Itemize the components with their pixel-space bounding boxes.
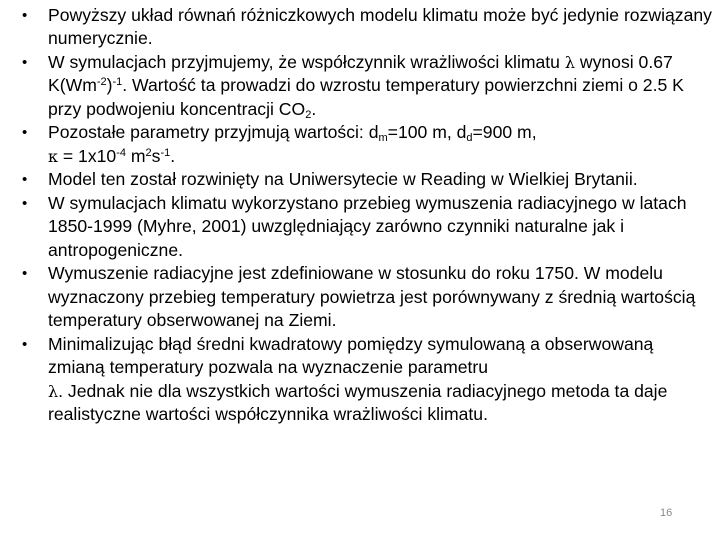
item-text-part: Minimalizując błąd średni kwadratowy pomiędzy symulowaną a obserwowaną zmianą temperatury pozwala na wyznaczenie parametru: [48, 333, 654, 378]
item-text-part: . Jednak nie dla wszystkich wartości wymuszenia radiacyjnego metoda ta daje realistyczne wartości współczynnika wrażliwości klimatu.: [48, 380, 668, 425]
item-text-part: W symulacjach przyjmujemy, że współczynnik wrażliwości klimatu: [48, 52, 565, 72]
bullet-item-numerical-solution: [22, 4, 712, 51]
item-text-part: .: [311, 98, 317, 119]
bullet-icon: •: [22, 124, 28, 142]
item-text-part: ): [106, 75, 113, 96]
item-text-part: Pozostałe parametry przyjmują wartości: d: [48, 122, 379, 143]
subscript: m: [378, 132, 388, 145]
item-text-part: s: [151, 145, 161, 166]
superscript: 2: [145, 146, 152, 159]
item-text-part: =900 m,: [472, 122, 537, 143]
bullet-icon: •: [22, 171, 28, 189]
lambda-symbol: λ: [48, 381, 59, 401]
subscript: d: [466, 132, 473, 145]
bullet-item-lambda-value: [22, 51, 712, 121]
item-text-part: =100 m, d: [387, 122, 467, 143]
kappa-symbol: κ: [48, 146, 58, 166]
superscript: -2: [96, 76, 107, 89]
bullet-icon: •: [22, 54, 28, 71]
item-text-part: wynosi 0.67 K(Wm: [48, 52, 673, 96]
bullet-icon: •: [22, 7, 28, 24]
bullet-icon: •: [22, 195, 28, 212]
bullet-list: [22, 4, 712, 427]
subscript: 2: [305, 108, 312, 121]
item-text-part: m: [125, 145, 146, 166]
bullet-item-reading-university: [22, 168, 712, 191]
superscript: -1: [112, 76, 123, 89]
item-text: W symulacjach klimatu wykorzystano przebieg wymuszenia radiacyjnego w latach 1850-1999 (Myhre, 2001) uwzględniający zarówno czynniki naturalne jak i antropogeniczne.: [48, 193, 687, 260]
superscript: -4: [116, 146, 126, 159]
bullet-icon: •: [22, 335, 28, 353]
page-number: 16: [660, 507, 673, 519]
bullet-item-parameters: [22, 121, 712, 168]
lambda-symbol: λ: [564, 53, 575, 72]
item-text: Wymuszenie radiacyjne jest zdefiniowane w stosunku do roku 1750. W modelu wyznaczony przebieg temperatury powietrza jest porównywany z średnią wartością temperatury obserwowanej na Ziemi.: [48, 263, 696, 331]
bullet-item-radiative-forcing-history: [22, 192, 712, 262]
item-text-part: = 1x10: [58, 145, 117, 166]
item-text-part: . Wartość ta prowadzi do wzrostu temperatury powierzchni ziemi o 2.5 K przy podwojeniu koncentracji CO: [48, 75, 684, 119]
bullet-item-forcing-definition: [22, 262, 712, 332]
bullet-item-rmse-minimization: [22, 333, 712, 427]
superscript: -1: [160, 146, 171, 159]
bullet-icon: •: [22, 265, 28, 283]
item-text: Model ten został rozwinięty na Uniwersytecie w Reading w Wielkiej Brytanii.: [48, 169, 638, 190]
item-text-part: .: [170, 145, 176, 166]
item-text: Powyższy układ równań różniczkowych modelu klimatu może być jedynie rozwiązany numerycznie.: [48, 5, 712, 49]
